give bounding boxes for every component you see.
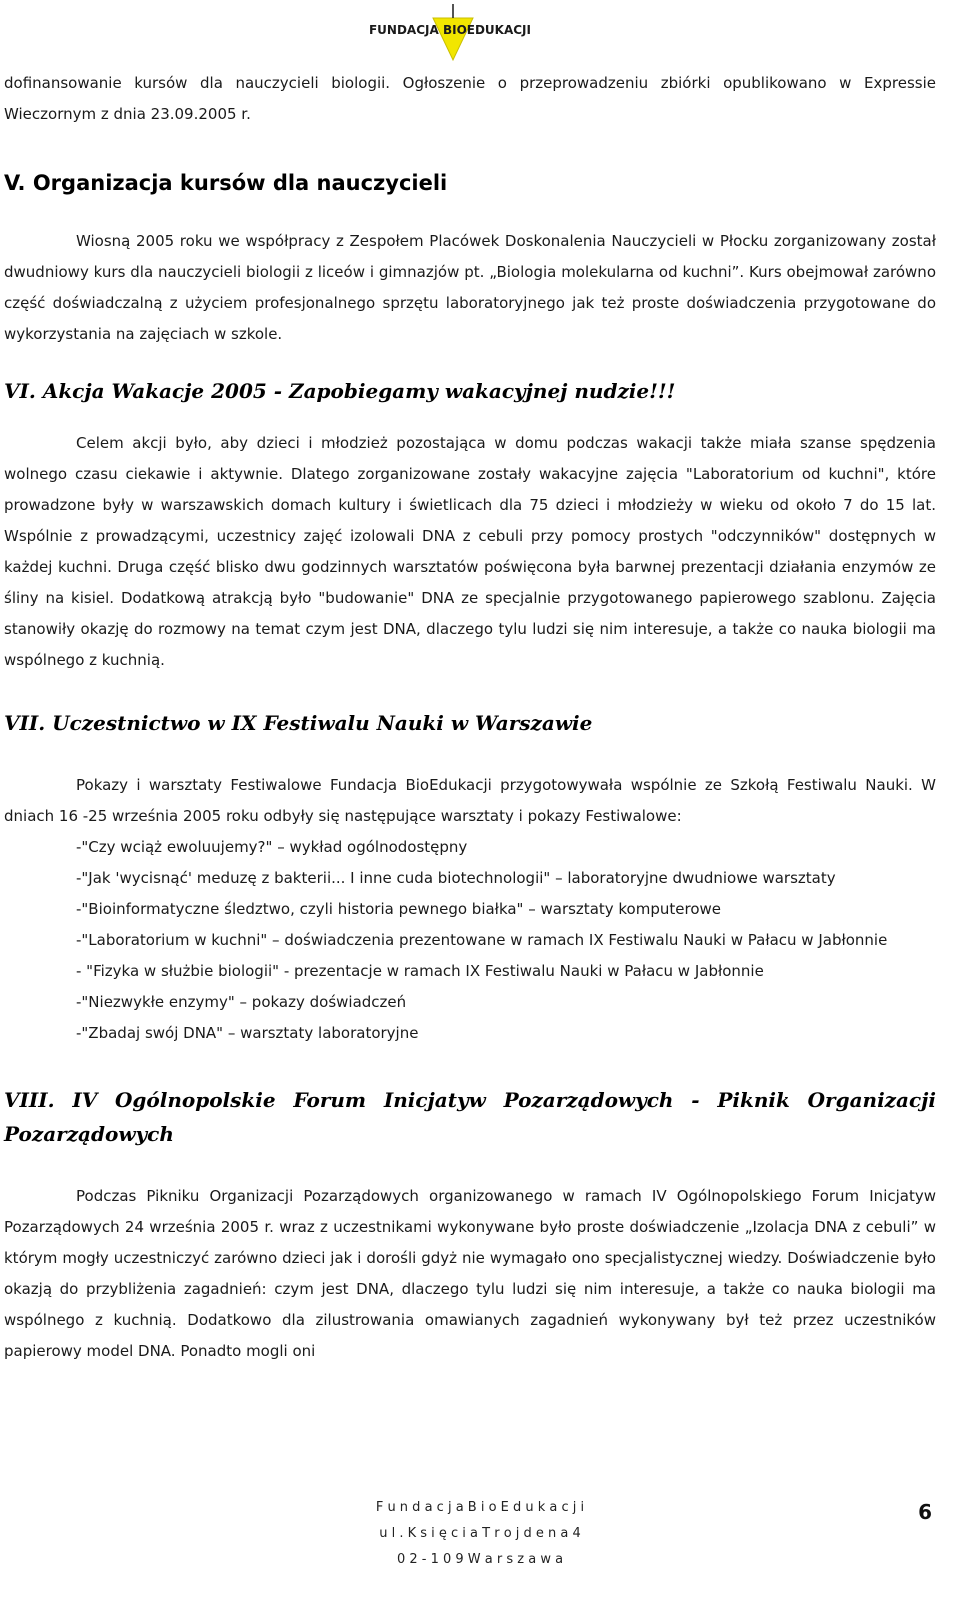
section-8-paragraph: Podczas Pikniku Organizacji Pozarządowych organizowanego w ramach IV Ogólnopolskiego Forum Inicjatyw Pozarządowych 24 września 2005 r. wraz z uczestnikami wykonywane było proste doświadczenie „Izolacja DNA z cebuli” w którym mogły uczestniczyć zarówno dzieci jak i dorośli gdyż nie wymagało ono specjalistycznej wiedzy. Doświadczenie było okazją do przybliżenia zagadnień: czym jest DNA, dlaczego tylu ludzi się nim interesuje, a także co nauka biologii ma wspólnego z kuchnią. Dodatkowo dla zilustrowania omawianych zagadnień wykonywany był też przez uczestników papierowy model DNA. Ponadto mogli oni: [4, 1187, 936, 1360]
list-item: -"Jak 'wycisnąć' meduzę z bakterii... I inne cuda biotechnologii" – laboratoryjne dwudniowe warsztaty: [76, 869, 836, 887]
logo-icon: [355, 4, 545, 62]
section-6-heading: VI. Akcja Wakacje 2005 - Zapobiegamy wakacyjnej nudzie!!!: [4, 379, 676, 403]
festival-events-list: [4, 832, 936, 1049]
list-item: -"Laboratorium w kuchni" – doświadczenia prezentowane w ramach IX Festiwalu Nauki w Pałacu w Jabłonnie: [76, 931, 888, 949]
list-item: -"Bioinformatyczne śledztwo, czyli historia pewnego białka" – warsztaty komputerowe: [76, 900, 721, 918]
list-item: -"Czy wciąż ewoluujemy?" – wykład ogólnodostępny: [76, 838, 468, 856]
section-5-paragraph: Wiosną 2005 roku we współpracy z Zespołem Placówek Doskonalenia Nauczycieli w Płocku zorganizowany został dwudniowy kurs dla nauczycieli biologii z liceów i gimnazjów pt. „Biologia molekularna od kuchni”. Kurs obejmował zarówno część doświadczalną z użyciem profesjonalnego sprzętu laboratoryjnego jak też proste doświadczenia przygotowane do wykorzystania na zajęciach w szkole.: [4, 232, 936, 343]
footer-org-name: F u n d a c j a B i o E d u k a c j i: [375, 1500, 585, 1515]
section-8-heading: VIII. IV Ogólnopolskie Forum Inicjatyw Pozarządowych - Piknik Organizacji Pozarządowych: [4, 1088, 936, 1146]
footer-street: u l . K s i ę c i a T r o j d e n a 4: [379, 1526, 581, 1541]
footer-city: 0 2 - 1 0 9 W a r s z a w a: [396, 1552, 564, 1567]
section-6-paragraph: Celem akcji było, aby dzieci i młodzież pozostająca w domu podczas wakacji także miała szanse spędzenia wolnego czasu ciekawie i aktywnie. Dlatego zorganizowane zostały wakacyjne zajęcia "Laboratorium od kuchni", które prowadzone były w warszawskich domach kultury i świetlicach dla 75 dzieci i młodzieży w wieku od około 7 do 15 lat. Wspólnie z prowadzącymi, uczestnicy zajęć izolowali DNA z cebuli przy pomocy prostych "odczynników" dostępnych w każdej kuchni. Druga część blisko dwu godzinnych warsztatów poświęcona była barwnej prezentacji działania enzymów ze śliny na kisiel. Dodatkową atrakcją było "budowanie" DNA ze specjalnie przygotowanego papierowego szablonu. Zajęcia stanowiły okazję do rozmowy na temat czym jest DNA, dlaczego tylu ludzi się nim interesuje, a także co nauka biologii ma wspólnego z kuchnią.: [4, 434, 936, 669]
section-5-heading: V. Organizacja kursów dla nauczycieli: [4, 171, 448, 195]
intro-paragraph: dofinansowanie kursów dla nauczycieli biologii. Ogłoszenie o przeprowadzeniu zbiórki opublikowano w Expressie Wieczornym z dnia 23.09.2005 r.: [4, 74, 936, 123]
page-number: 6: [918, 1500, 932, 1524]
section-7-paragraph: Pokazy i warsztaty Festiwalowe Fundacja BioEdukacji przygotowywała wspólnie ze Szkołą Festiwalu Nauki. W dniach 16 -25 września 2005 roku odbyły się następujące warsztaty i pokazy Festiwalowe:: [4, 776, 936, 825]
document-body: [4, 68, 936, 1367]
list-item: -"Zbadaj swój DNA" – warsztaty laboratoryjne: [76, 1024, 419, 1042]
list-item: -"Niezwykłe enzymy" – pokazy doświadczeń: [76, 993, 407, 1011]
list-item: - "Fizyka w służbie biologii" - prezentacje w ramach IX Festiwalu Nauki w Pałacu w Jabłonnie: [76, 962, 764, 980]
logo-text: FUNDACJA BIOEDUKACJI: [368, 23, 532, 37]
foundation-logo: [355, 4, 545, 62]
section-7-heading: VII. Uczestnictwo w IX Festiwalu Nauki w Warszawie: [4, 711, 593, 735]
